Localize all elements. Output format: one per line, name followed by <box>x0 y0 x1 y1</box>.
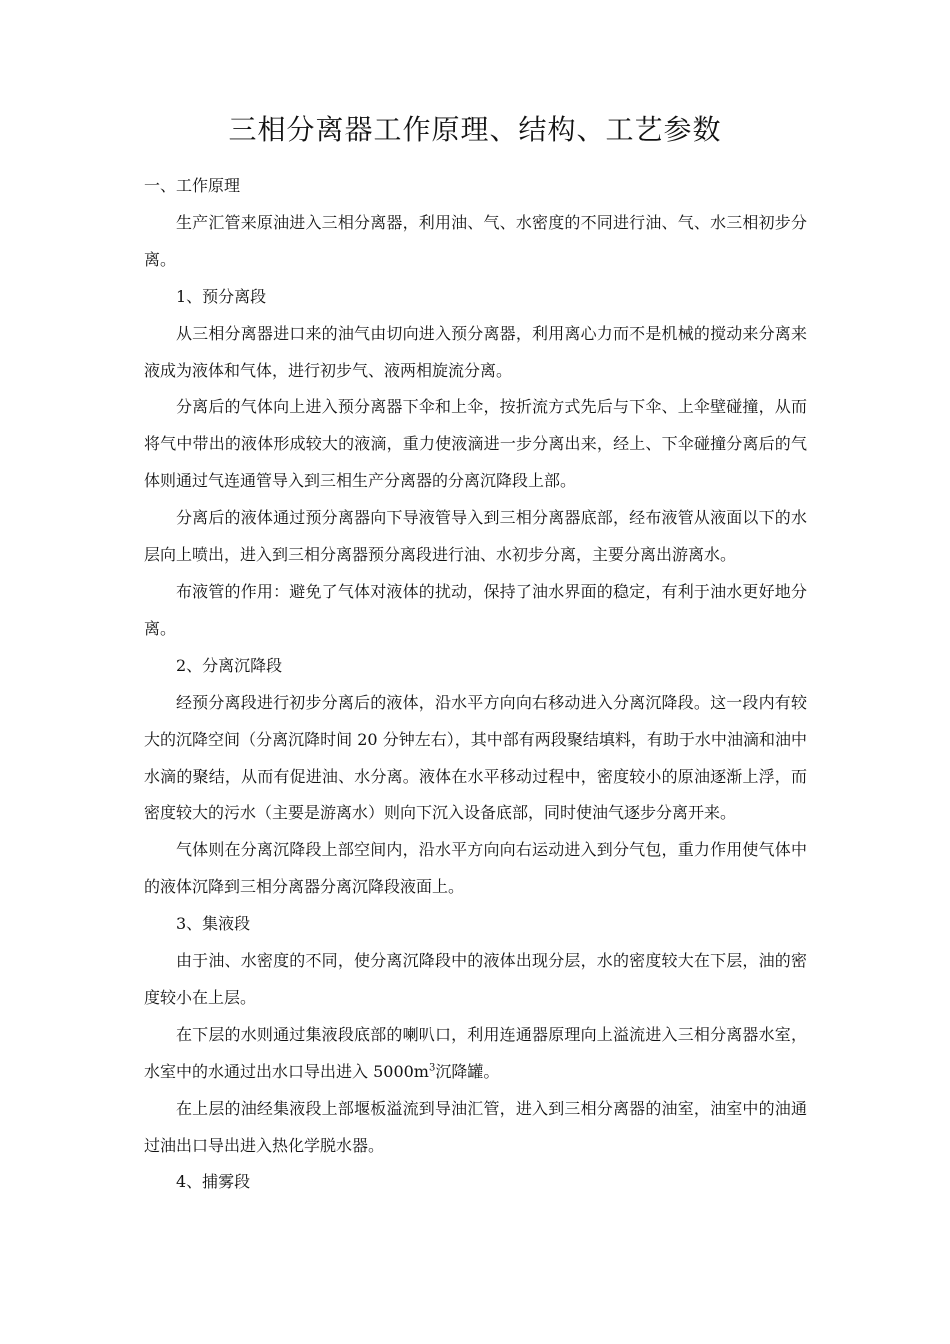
document-title: 三相分离器工作原理、结构、工艺参数 <box>228 113 722 146</box>
document-body <box>144 168 807 1201</box>
paragraph-liquid-collection-2 <box>144 1017 807 1091</box>
paragraph-liquid-collection-2-text: 在下层的水则通过集液段底部的喇叭口，利用连通器原理向上溢流进入三相分离器水室，水室中的水通过出水口导出进入 5000m <box>144 1024 807 1081</box>
paragraph-pre-separation-3: 分离后的液体通过预分离器向下导液管导入到三相分离器底部，经布液管从液面以下的水层向上喷出，进入到三相分离器预分离段进行油、水初步分离，主要分离出游离水。 <box>144 508 807 565</box>
section-heading-principle: 一、工作原理 <box>144 176 241 195</box>
subheading-pre-separation: 1、预分离段 <box>176 286 267 306</box>
paragraph-pre-separation-4: 布液管的作用：避免了气体对液体的扰动，保持了油水界面的稳定，有利于油水更好地分离。 <box>144 581 807 638</box>
paragraph-settling-2: 气体则在分离沉降段上部空间内，沿水平方向向右运动进入到分气包，重力作用使气体中的液体沉降到三相分离器分离沉降段液面上。 <box>144 840 807 897</box>
paragraph-liquid-collection-1: 由于油、水密度的不同，使分离沉降段中的液体出现分层，水的密度较大在下层，油的密度较小在上层。 <box>144 951 807 1007</box>
paragraph-pre-separation-2: 分离后的气体向上进入预分离器下伞和上伞，按折流方式先后与下伞、上伞壁碰撞，从而将气中带出的液体形成较大的液滴，重力使液滴进一步分离出来，经上、下伞碰撞分离后的气体则通过气连通管导入到三相生产分离器的分离沉降段上部。 <box>144 397 807 491</box>
subheading-liquid-collection: 3、集液段 <box>176 914 251 934</box>
paragraph-settling-1: 经预分离段进行初步分离后的液体，沿水平方向向右移动进入分离沉降段。这一段内有较大的沉降空间（分离沉降时间 20 分钟左右），其中部有两段聚结填料，有助于水中油滴和油中水滴的聚结，从而有促进油、水分离。液体在水平移动过程中，密度较小的原油逐渐上浮，而密度较大的污水（主要是游离水）则向下沉入设备底部，同时使油气逐步分离开来。 <box>144 692 807 823</box>
subheading-settling: 2、分离沉降段 <box>176 655 283 675</box>
subheading-mist-capture: 4、捕雾段 <box>176 1172 251 1192</box>
paragraph-intro: 生产汇管来原油进入三相分离器，利用油、气、水密度的不同进行油、气、水三相初步分离。 <box>144 212 807 269</box>
paragraph-liquid-collection-2-tail: 沉降罐。 <box>435 1061 500 1081</box>
cubic-superscript: 3 <box>428 1062 436 1074</box>
paragraph-pre-separation-1: 从三相分离器进口来的油气由切向进入预分离器，利用离心力而不是机械的搅动来分离来液成为液体和气体，进行初步气、液两相旋流分离。 <box>144 323 807 380</box>
paragraph-liquid-collection-3: 在上层的油经集液段上部堰板溢流到导油汇管，进入到三相分离器的油室，油室中的油通过油出口导出进入热化学脱水器。 <box>144 1098 807 1155</box>
